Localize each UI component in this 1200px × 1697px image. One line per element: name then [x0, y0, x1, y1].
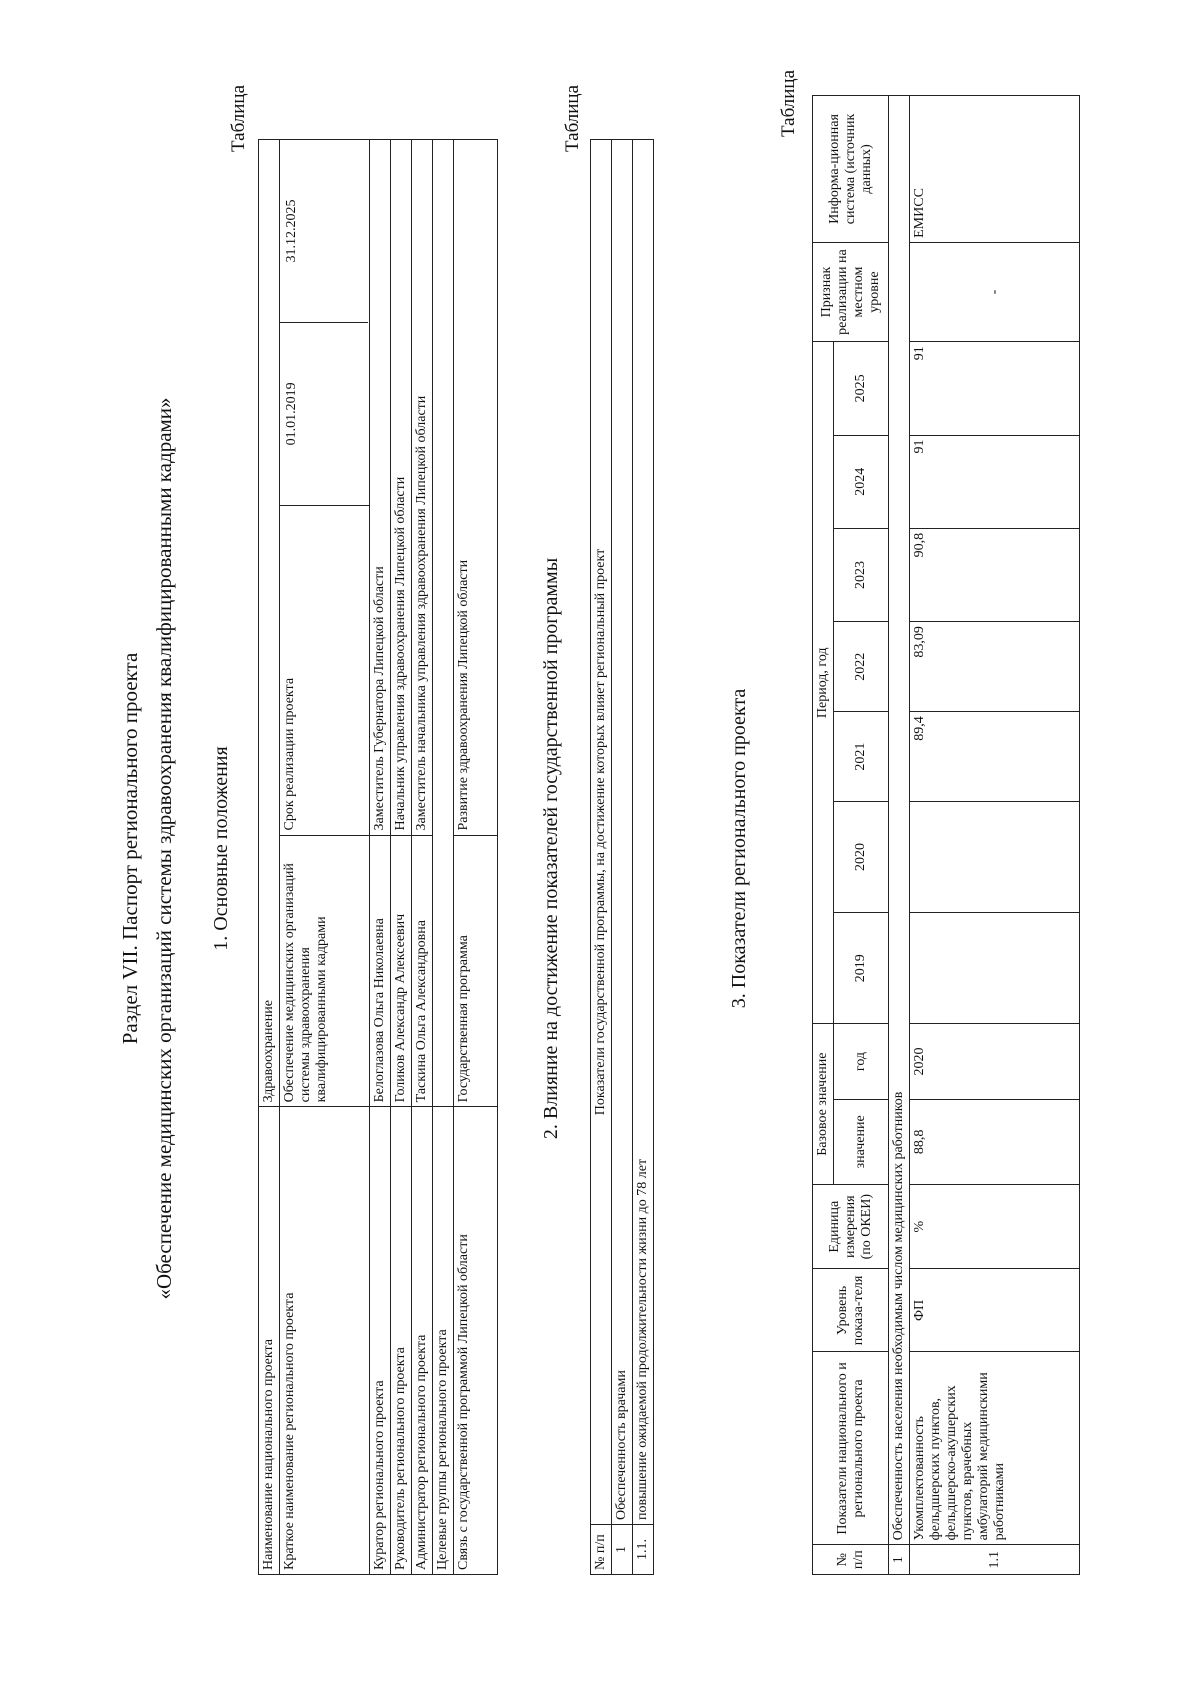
- admin-label: Администратор регионального проекта: [412, 1107, 433, 1575]
- header-base: Базовое значение: [813, 1024, 834, 1185]
- row-value-2021: 89,4: [910, 712, 1080, 802]
- header-year: 2025: [834, 342, 889, 435]
- row-num: 1.1: [910, 1545, 1080, 1575]
- admin-role: Заместитель начальника управления здравоохранения Липецкой области: [412, 140, 433, 836]
- table-row: [259, 140, 280, 1575]
- row-text: Обеспеченность врачами: [612, 140, 633, 1525]
- header-info: Информа-ционная система (источник данных): [813, 96, 889, 243]
- curator-label: Куратор регионального проекта: [370, 1107, 391, 1575]
- table-row: [391, 140, 412, 1575]
- row-info: ЕМИСС: [910, 96, 1080, 243]
- header-indicator: Показатели национального и регионального проекта: [813, 1352, 889, 1545]
- table1-label: Таблица: [228, 84, 249, 152]
- row-value-2020: [910, 801, 1080, 912]
- target-groups-value: [433, 140, 454, 1107]
- program-link-value: Развитие здравоохранения Липецкой области: [454, 140, 498, 836]
- target-groups-label: Целевые группы регионального проекта: [433, 1107, 454, 1575]
- national-project-value: Здравоохранение: [259, 140, 280, 1107]
- main-provisions-table: [258, 139, 498, 1575]
- head-name: Голиков Александр Алексеевич: [391, 835, 412, 1107]
- header-year: 2020: [834, 801, 889, 912]
- table3-label: Таблица: [778, 69, 799, 137]
- header-num: № п/п: [813, 1545, 889, 1575]
- table-row: [889, 96, 910, 1575]
- table-row: [591, 140, 612, 1575]
- row-unit: %: [910, 1184, 1080, 1268]
- row-text: повышение ожидаемой продолжительности жизни до 78 лет: [633, 140, 654, 1525]
- row-local: -: [910, 242, 1080, 341]
- indicators-table: [812, 95, 1080, 1575]
- row-value-2023: 90,8: [910, 528, 1080, 621]
- short-name-label: Краткое наименование регионального проекта: [280, 1107, 370, 1575]
- table-row: [433, 140, 454, 1575]
- section3-heading: 3. Показатели регионального проекта: [728, 688, 750, 1009]
- col-indicators-header: Показатели государственной программы, на достижение которых влияет региональный проект: [591, 140, 612, 1525]
- group-text: Обеспеченность населения необходимым числом медицинских работников: [889, 96, 910, 1545]
- header-period: Период, год: [813, 342, 834, 1024]
- table2-label: Таблица: [562, 84, 583, 152]
- program-link-type: Государственная программа: [454, 835, 498, 1107]
- term-start: 01.01.2019: [280, 322, 368, 505]
- influence-table: [590, 139, 654, 1575]
- header-base-year: год: [834, 1024, 889, 1099]
- table-row: [910, 96, 1080, 1575]
- table-row: [280, 140, 370, 1575]
- term-values: [280, 140, 370, 506]
- col-num-header: № п/п: [591, 1525, 612, 1575]
- row-base-value: 88,8: [910, 1099, 1080, 1184]
- table-row: [633, 140, 654, 1575]
- term-end: 31.12.2025: [284, 199, 299, 263]
- header-unit: Единица измерения (по ОКЕИ): [813, 1184, 889, 1268]
- admin-name: Таскина Ольга Александровна: [412, 835, 433, 1107]
- table-row: [412, 140, 433, 1575]
- table-row: [612, 140, 633, 1575]
- row-level: ФП: [910, 1269, 1080, 1352]
- short-name-value: Обеспечение медицинских организаций системы здравоохранения квалифицированными кадрами: [280, 835, 370, 1107]
- table-row: [454, 140, 498, 1575]
- row-value-2025: 91: [910, 342, 1080, 435]
- row-value-2019: [910, 913, 1080, 1024]
- head-label: Руководитель регионального проекта: [391, 1107, 412, 1575]
- header-base-value: значение: [834, 1099, 889, 1184]
- section-title: Раздел VII. Паспорт регионального проекта: [118, 652, 142, 1045]
- header-level: Уровень показа-теля: [813, 1269, 889, 1352]
- group-num: 1: [889, 1545, 910, 1575]
- header-year: 2024: [834, 435, 889, 528]
- header-year: 2019: [834, 913, 889, 1024]
- table-row: [813, 96, 834, 1575]
- project-subtitle: «Обеспечение медицинских организаций системы здравоохранения квалифицированными кадрами»: [152, 397, 176, 1300]
- section2-heading: 2. Влияние на достижение показателей государственной программы: [540, 557, 562, 1140]
- curator-role: Заместитель Губернатора Липецкой области: [370, 140, 391, 836]
- header-year: 2021: [834, 712, 889, 802]
- curator-name: Белоглазова Ольга Николаевна: [370, 835, 391, 1107]
- program-link-label: Связь с государственной программой Липецкой области: [454, 1107, 498, 1575]
- national-project-label: Наименование национального проекта: [259, 1107, 280, 1575]
- header-year: 2022: [834, 622, 889, 712]
- row-value-2024: 91: [910, 435, 1080, 528]
- row-base-year: 2020: [910, 1024, 1080, 1099]
- header-year: 2023: [834, 528, 889, 621]
- row-value-2022: 83,09: [910, 622, 1080, 712]
- head-role: Начальник управления здравоохранения Липецкой области: [391, 140, 412, 836]
- table-row: [370, 140, 391, 1575]
- section1-heading: 1. Основные положения: [210, 746, 232, 951]
- row-num: 1.1.: [633, 1525, 654, 1575]
- term-label: Срок реализации проекта: [280, 505, 370, 835]
- row-indicator: Укомплектованность фельдшерских пунктов, фельдшерско-акушерских пунктов, врачебных амбулаторий медицинскими работниками: [910, 1352, 1080, 1545]
- header-local: Признак реализации на местном уровне: [813, 242, 889, 341]
- row-num: 1: [612, 1525, 633, 1575]
